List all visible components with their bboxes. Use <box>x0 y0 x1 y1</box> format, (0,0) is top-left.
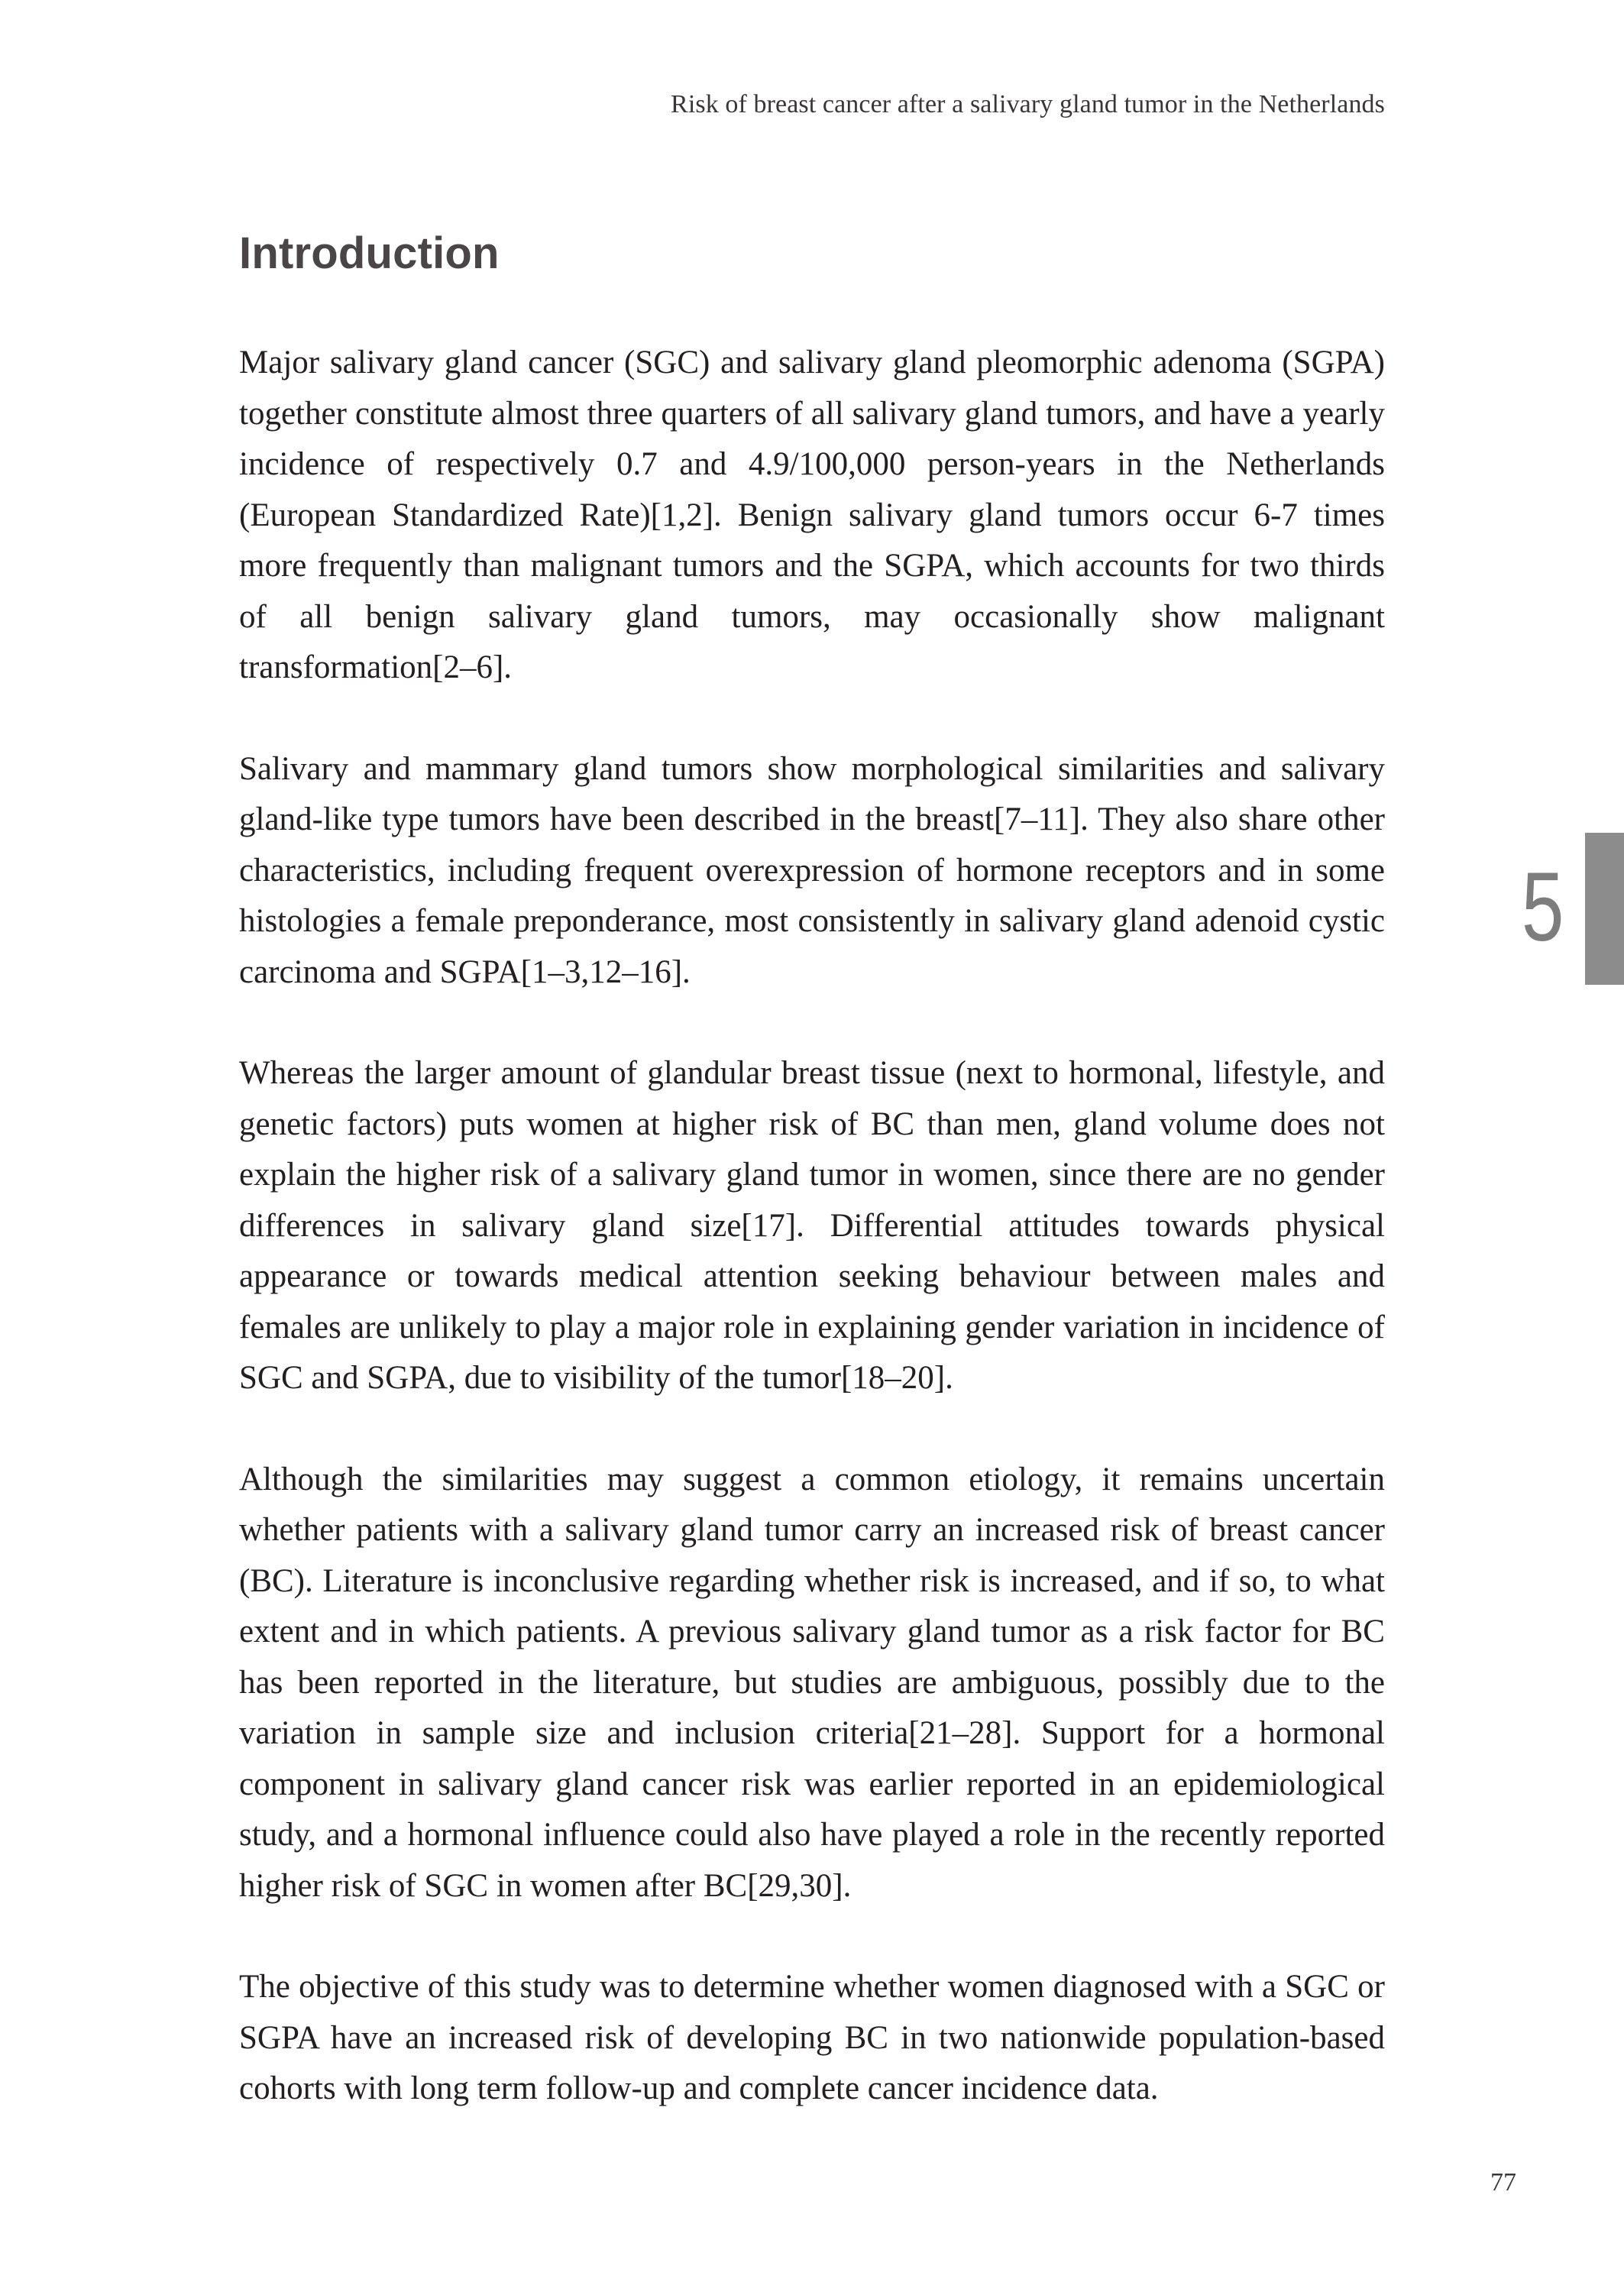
chapter-thumb-tab <box>1585 833 1624 985</box>
chapter-number: 5 <box>1521 853 1564 962</box>
paragraph-2: Salivary and mammary gland tumors show morphological similarities and salivary gland-like type tumors have been described in the breast[7–11]. They also share other characteristics, including frequent overexpression of hormone receptors and in some histologies a female preponderance, most consistently in salivary gland adenoid cystic carcinoma and SGPA[1–3,12–16]. <box>239 750 1385 990</box>
page-number: 77 <box>1490 2168 1516 2196</box>
running-header: Risk of breast cancer after a salivary gland tumor in the Netherlands <box>671 90 1385 118</box>
paragraph-5: The objective of this study was to determine whether women diagnosed with a SGC or SGPA have an increased risk of developing BC in two nationwide population-based cohorts with long term follow-up and complete cancer incidence data. <box>239 1969 1385 2106</box>
section-heading: Introduction <box>239 228 500 278</box>
body-text <box>239 338 1385 2165</box>
paragraph-1: Major salivary gland cancer (SGC) and salivary gland pleomorphic adenoma (SGPA) together constitute almost three quarters of all salivary gland tumors, and have a yearly incidence of respectively 0.7 and 4.9/100,000 person-years in the Netherlands (European Standardized Rate)[1,2]. Benign salivary gland tumors occur 6-7 times more frequently than malignant tumors and the SGPA, which accounts for two thirds of all benign salivary gland tumors, may occasionally show malignant transformation[2–6]. <box>239 345 1385 685</box>
paragraph-3: Whereas the larger amount of glandular breast tissue (next to hormonal, lifestyle, and genetic factors) puts women at higher risk of BC than men, gland volume does not explain the higher risk of a salivary gland tumor in women, since there are no gender differences in salivary gland size[17]. Differential attitudes towards physical appearance or towards medical attention seeking behaviour between males and females are unlikely to play a major role in explaining gender variation in incidence of SGC and SGPA, due to visibility of the tumor[18–20]. <box>239 1055 1385 1396</box>
paragraph-4: Although the similarities may suggest a common etiology, it remains uncertain whether patients with a salivary gland tumor carry an increased risk of breast cancer (BC). Literature is inconclusive regarding whether risk is increased, and if so, to what extent and in which patients. A previous salivary gland tumor as a risk factor for BC has been reported in the literature, but studies are ambiguous, possibly due to the variation in sample size and inclusion criteria[21–28]. Support for a hormonal component in salivary gland cancer risk was earlier reported in an epidemiological study, and a hormonal influence could also have played a role in the recently reported higher risk of SGC in women after BC[29,30]. <box>239 1461 1385 1904</box>
